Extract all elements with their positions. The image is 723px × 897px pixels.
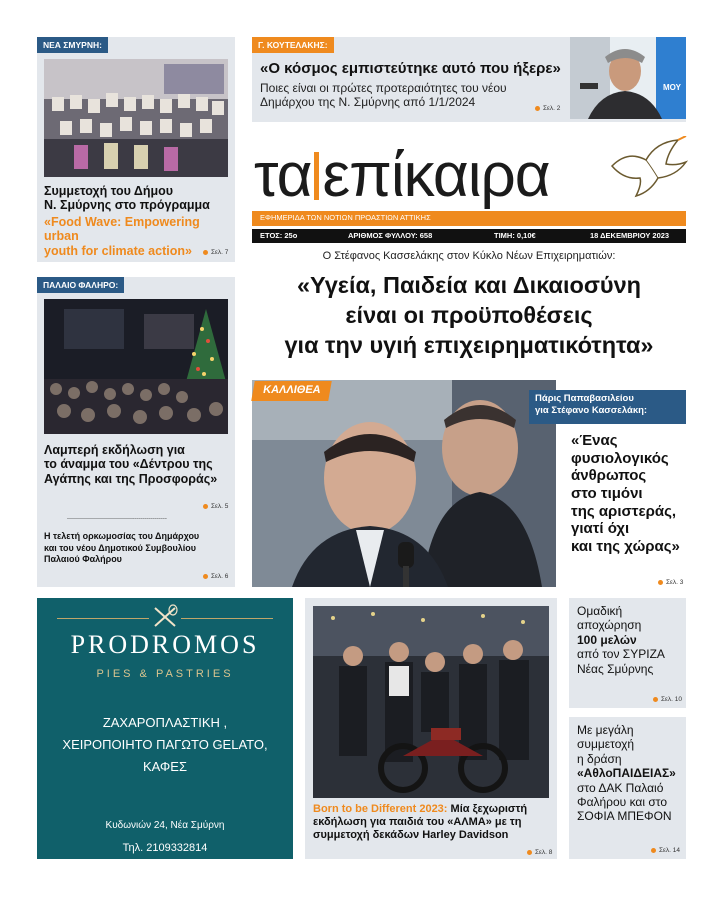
masthead-subtitle: ΕΦΗΜΕΡΙΔΑ ΤΩΝ ΝΟΤΙΩΝ ΠΡΟΑΣΤΙΩΝ ΑΤΤΙΚΗΣ xyxy=(260,213,431,222)
ad-rule-top-right xyxy=(181,618,273,619)
main-headline[interactable]: «Υγεία, Παιδεία και Δικαιοσύνη είναι οι προϋποθέσεις για την υγιή επιχειρηματικότητα» xyxy=(284,272,654,359)
ad-line3: ΚΑΦΕΣ xyxy=(142,759,188,774)
sub-headline: Ποιες είναι οι πρώτες προτεραιότητες του νέου Δημάρχου της Ν. Σμύρνης από 1/1/2024 xyxy=(260,81,507,109)
newspaper-logo[interactable]: τα επίκαιρα xyxy=(254,141,550,210)
ad-line2: ΧΕΙΡΟΠΟΙΗΤΟ ΠΑΓΩΤΟ GELATO, xyxy=(62,737,268,752)
quote: «Ο κόσμος εμπιστεύτηκε αυτό που ήξερε» xyxy=(260,60,561,77)
photo-kasselakis xyxy=(252,380,556,587)
page-ref: Σελ. 10 xyxy=(653,696,682,703)
main-kicker: Ο Στέφανος Κασσελάκης στον Κύκλο Νέων Επιχειρηματιών: xyxy=(322,250,616,262)
photo-youth-group xyxy=(44,59,228,177)
page-ref: Σελ. 8 xyxy=(527,849,552,856)
section-tag: ΝΕΑ ΣΜΥΡΝΗ: xyxy=(37,37,108,53)
issue-number: ΑΡΙΘΜΟΣ ΦΥΛΛΟΥ: 658 xyxy=(348,231,433,240)
page-ref: Σελ. 5 xyxy=(203,503,228,510)
ad-address: Κυδωνιών 24, Νέα Σμύρνη xyxy=(105,820,225,831)
papavasileiou-tag: Πάρις Παπαβασιλείου για Στέφανο Κασσελάκη: xyxy=(529,390,686,424)
headline: Λαμπερή εκδήλωση για το άναμμα του «Δέντρου της Αγάπης και της Προσφοράς» xyxy=(44,443,218,486)
ad-brand: PRODROMOS xyxy=(70,630,260,659)
story-born-to-be-different[interactable] xyxy=(305,598,557,859)
masthead-subtitle-bar xyxy=(252,211,686,226)
prodromos-ad[interactable] xyxy=(37,598,293,859)
program-quote: «Food Wave: Empowering urban youth for climate action» xyxy=(44,215,200,258)
story-athlopaideia[interactable] xyxy=(569,717,686,859)
issue-price: ΤΙΜΗ: 0,10€ xyxy=(494,231,536,240)
divider: -------------------------------------------------- xyxy=(67,516,167,522)
story-nea-smyrni[interactable] xyxy=(37,37,235,262)
athlopaideia-text: Με μεγάλη συμμετοχή η δράση «ΑθλοΠΑΙΔΕΙΑΣ» στο ΔΑΚ Παλαιό Φαλήρου και στο ΣΟΦΙΑ ΜΠΕΦΟΝ xyxy=(577,723,676,824)
issue-date: 18 ΔΕΚΕΜΒΡΙΟΥ 2023 xyxy=(590,231,670,240)
sub-story: Η τελετή ορκωμοσίας του Δημάρχου και του νέου Δημοτικού Συμβουλίου Παλαιού Φαλήρου xyxy=(44,531,200,565)
ad-line1: ΖΑΧΑΡΟΠΛΑΣΤΙΚΗ , xyxy=(102,715,228,730)
page-ref: Σελ. 6 xyxy=(203,573,228,580)
syriza-text: Ομαδική αποχώρηση 100 μελών από τον ΣΥΡΙΖΑ Νέας Σμύρνης xyxy=(577,604,665,676)
dove-icon xyxy=(606,136,690,202)
photo-harley-event xyxy=(313,606,549,798)
story-syriza[interactable] xyxy=(569,598,686,708)
story-koutelakis[interactable] xyxy=(252,37,686,122)
photo-text: ΜΟΥ xyxy=(663,83,681,92)
page-ref: Σελ. 14 xyxy=(651,847,680,854)
rolling-pin-whisk-icon xyxy=(151,604,179,630)
side-quote[interactable]: «Ένας φυσιολογικός άνθρωπος στο τιμόνι της αριστεράς, γιατί όχι και της χώρας» xyxy=(571,432,680,556)
ad-tagline: PIES & PASTRIES xyxy=(96,668,234,680)
ad-rule-top xyxy=(57,618,149,619)
caption: Born to be Different 2023: Μία ξεχωριστή εκδήλωση για παιδιά του «ΑΛΜΑ» με τη συμμετοχή δεκάδων Harley Davidson xyxy=(313,803,528,842)
issue-year: ΕΤΟΣ: 25ο xyxy=(260,231,298,240)
photo-christmas-tree xyxy=(44,299,228,434)
page-ref: Σελ. 3 xyxy=(658,579,683,586)
kallithea-tag: ΚΑΛΛΙΘΕΑ xyxy=(251,381,332,401)
page-ref: Σελ. 7 xyxy=(203,249,228,256)
ad-phone: Τηλ. 2109332814 xyxy=(122,842,208,854)
issue-info-bar xyxy=(252,229,686,243)
logo-bar xyxy=(314,152,319,200)
section-tag: Γ. ΚΟΥΤΕΛΑΚΗΣ: xyxy=(252,37,334,53)
page-ref: Σελ. 2 xyxy=(535,105,560,112)
section-tag: ΠΑΛΑΙΟ ΦΑΛΗΡΟ: xyxy=(37,277,124,293)
story-palaio-faliro[interactable] xyxy=(37,277,235,587)
headline: Συμμετοχή του Δήμου Ν. Σμύρνης στο πρόγραμμα xyxy=(44,184,210,213)
photo-koutelakis xyxy=(570,37,686,119)
